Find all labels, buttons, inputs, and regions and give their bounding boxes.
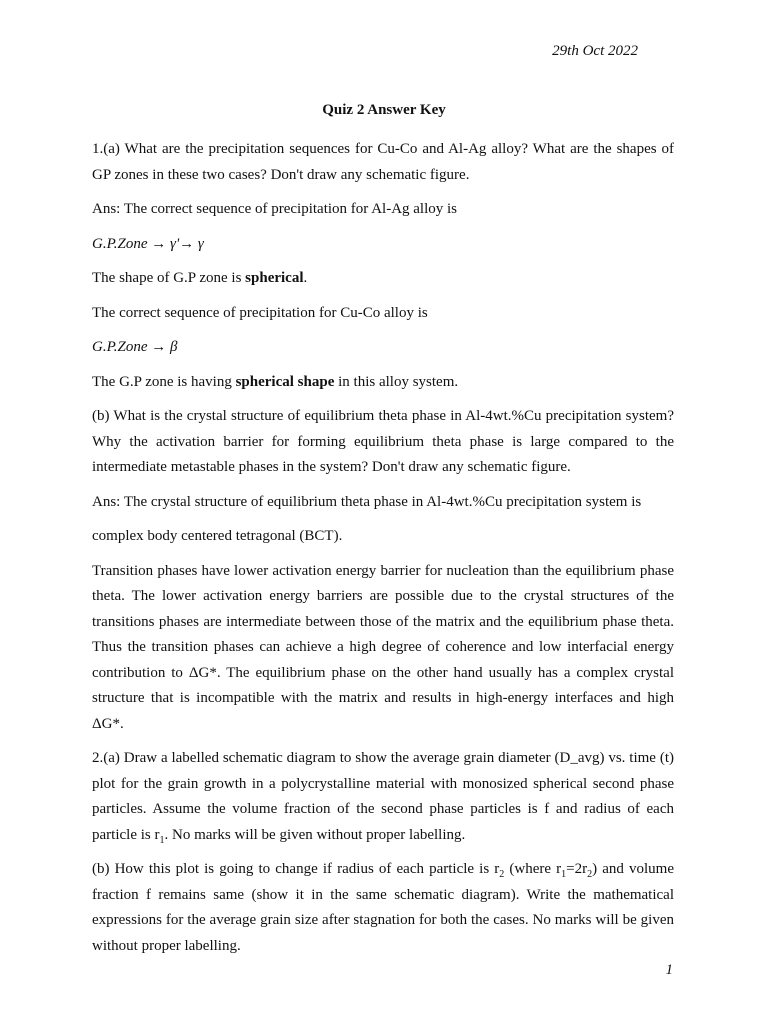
q2b-sub-c: 2 xyxy=(587,869,593,880)
q2a-text-post: . No marks will be given without proper labelling. xyxy=(164,826,466,843)
document-title: Quiz 2 Answer Key xyxy=(322,102,446,118)
q1a-shape-cuco xyxy=(92,370,674,396)
q2b-text-c: =2r xyxy=(566,861,588,877)
document-body xyxy=(92,137,674,968)
q1b-answer-line1: Ans: The crystal structure of equilibrium theta phase in Al-4wt.%Cu precipitation system is xyxy=(92,493,642,510)
q1a-shape-cuco-bold: spherical shape xyxy=(235,373,335,390)
q1a-sequence-alag: G.P.Zone → γ'→ γ xyxy=(92,235,204,252)
q1a-shape-alag xyxy=(92,266,674,292)
q2b-text-b: (where r xyxy=(504,861,562,877)
document-date: 29th Oct 2022 xyxy=(552,43,638,59)
q2b-text-d: ) and volume fraction f remains same (show it in the same schematic diagram). Write the mathematical expressions for the average grain size after stagnation for both the cases. No marks will be given without proper labelling. xyxy=(92,861,674,954)
q2b-sub-a: 2 xyxy=(499,869,505,880)
page-number: 1 xyxy=(665,962,673,978)
q2a-text-pre: 2.(a) Draw a labelled schematic diagram to show the average grain diameter (D_avg) vs. time (t) plot for the grain growth in a polycrystalline material with monosized spherical second phase particles. Assume the volume fraction of the second phase particles is f and radius of each particle is r xyxy=(92,750,674,843)
q2b-question xyxy=(92,857,674,959)
q1a-shape-cuco-post: in this alloy system. xyxy=(334,373,459,390)
q1a-shape-cuco-pre: The G.P zone is having xyxy=(92,373,236,390)
q1a-answer-alag: Ans: The correct sequence of precipitation for Al-Ag alloy is xyxy=(92,201,458,217)
q2a-question xyxy=(92,746,674,848)
q2a-sub-1: 1 xyxy=(159,834,165,846)
q2b-sub-b: 1 xyxy=(561,869,567,880)
q1a-question: 1.(a) What are the precipitation sequences for Cu-Co and Al-Ag alloy? What are the shapes of GP zones in these two cases? Don't draw any schematic figure. xyxy=(92,141,674,183)
q1a-shape-alag-post: . xyxy=(303,270,308,286)
q1b-question: (b) What is the crystal structure of equilibrium theta phase in Al-4wt.%Cu precipitation system? Why the activation barrier for forming equilibrium theta phase is large compared to the intermediate metastable phases in the system? Don't draw any schematic figure. xyxy=(92,408,674,475)
q2b-text-a: (b) How this plot is going to change if radius of each particle is r xyxy=(92,861,500,877)
q1a-shape-alag-pre: The shape of G.P zone is xyxy=(92,270,246,286)
q1a-sequence-cuco: G.P.Zone → β xyxy=(92,339,178,355)
q1a-answer-cuco: The correct sequence of precipitation for Cu-Co alloy is xyxy=(92,304,428,321)
q1a-shape-alag-bold: spherical xyxy=(245,270,304,286)
q1b-explanation: Transition phases have lower activation energy barrier for nucleation than the equilibrium phase theta. The lower activation energy barriers are possible due to the crystal structures of the transitions phases are intermediate between those of the matrix and the equilibrium phase theta. Thus the transition phases can achieve a high degree of coherence and low interfacial energy contribution to ΔG*. The equilibrium phase on the other hand usually has a complex crystal structure that is incompatible with the matrix and results in high-energy interfaces and high ΔG*. xyxy=(92,562,674,732)
q1b-answer-line2: complex body centered tetragonal (BCT). xyxy=(92,528,343,544)
